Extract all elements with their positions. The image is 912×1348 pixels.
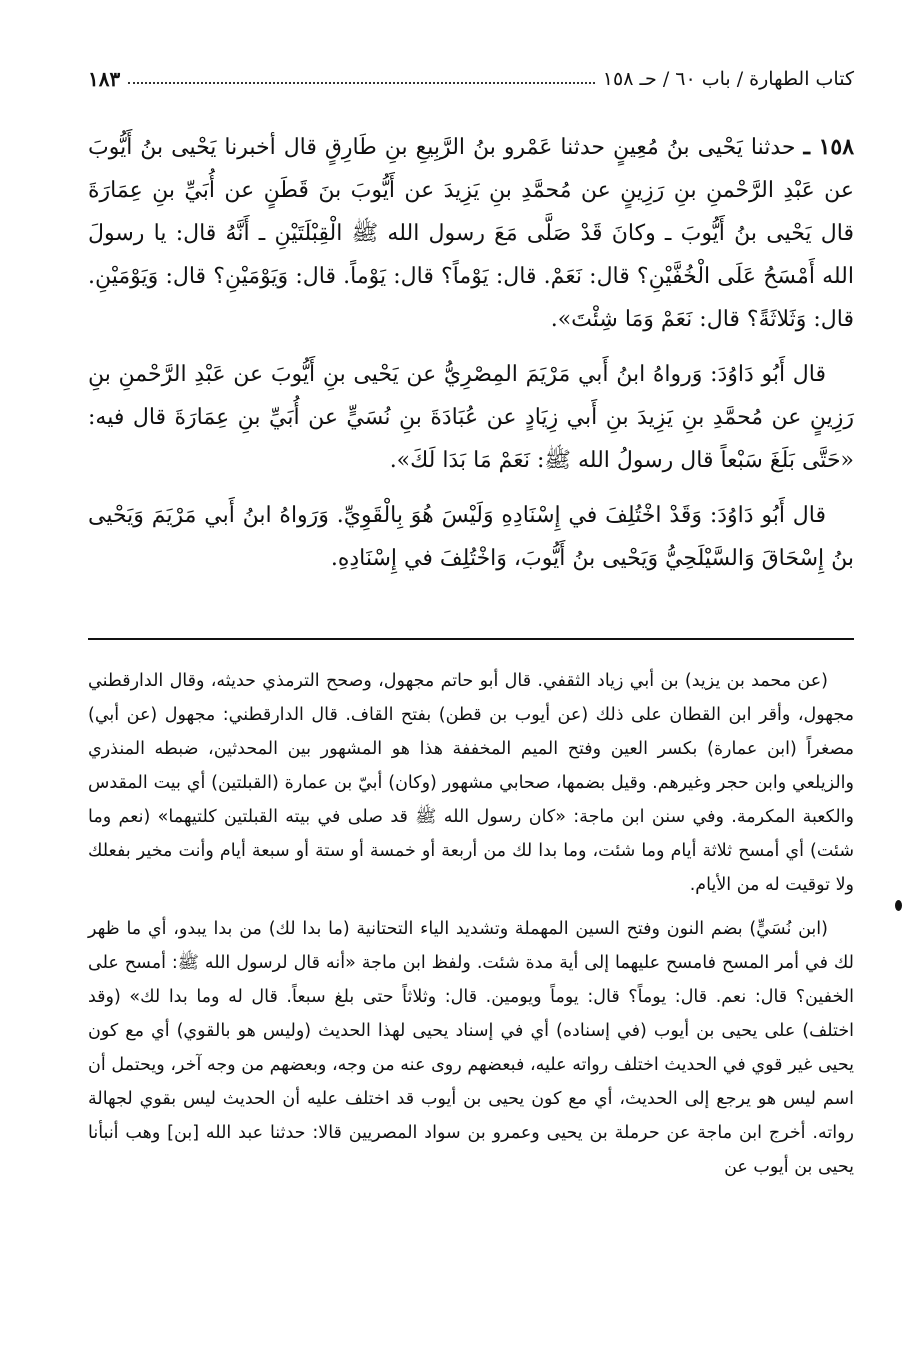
header-title: كتاب الطهارة / باب ٦٠ / حـ ١٥٨ [602,68,854,90]
hadith-text-block [88,126,854,592]
header-dotted-leader [128,82,595,84]
abu-dawud-note-1: قال أَبُو دَاوُدَ: وَرواهُ ابنُ أَبي مَرْيَمَ المِصْرِيُّ عن يَحْيى بنِ أَيُّوبَ عن عَبْدِ الرَّحْمنِ بنِ رَزِينٍ عن مُحمَّدِ بنِ يَزِيدَ بنِ أَبي زِيَادٍ عن عُبَادَةَ بنِ نُسَيٍّ عن أُبَيِّ بنِ عِمَارَةَ قال فيه: «حَتَّى بَلَغَ سَبْعاً قال رسولُ الله ﷺ: نَعَمْ مَا بَدَا لَكَ». [88,362,854,473]
running-header [88,62,854,96]
hadith-body: حدثنا يَحْيى بنُ مُعِينٍ حدثنا عَمْرو بنُ الرَّبِيعِ بنِ طَارِقٍ قال أخبرنا يَحْيى بنُ أَيُّوبَ عن عَبْدِ الرَّحْمنِ بنِ رَزِينٍ عن مُحمَّدِ بنِ يَزِيدَ عن أَيُّوبَ بنَ قَطَنٍ عن أُبَيِّ بنِ عِمَارَةَ قال يَحْيى بنُ أَيُّوبَ ـ وكانَ قَدْ صَلَّى مَعَ رسول الله ﷺ الْقِبْلَتَيْنِ ـ أَنَّهُ قال: يا رسولَ الله أَمْسَحُ عَلَى الْخُفَّيْنِ؟ قال: نَعَمْ. قال: يَوْماً؟ قال: يَوْماً. قال: وَيَوْمَيْنِ؟ قال: وَيَوْمَيْنِ. قال: وَثَلاثَةً؟ قال: نَعَمْ وَمَا شِئْتَ». [88,135,854,332]
commentary-paragraph-2: (ابن نُسَيٍّ) بضم النون وفتح السين المهملة وتشديد الياء التحتانية (ما بدا لك) من بدا يبدو، أي ما ظهر لك في أمر المسح فامسح عليهما إلى أية مدة شئت. ولفظ ابن ماجة «أنه قال لرسول الله ﷺ: أمسح على الخفين؟ قال: نعم. قال: يوماً؟ قال: يوماً ويومين. قال: وثلاثاً حتى بلغ سبعاً. قال له وما بدا لك» (وقد اختلف) على يحيى بن أيوب (في إسناده) أي في إسناد يحيى لهذا الحديث (وليس هو بالقوي) أي مع كون يحيى غير قوي في الحديث اختلف رواته عليه، فبعضهم روى عنه من وجه، وبعضهم من وجه آخر، ويحتمل أن اسم ليس هو يرجع إلى الحديث، أي مع كون يحيى بن أيوب قد اختلف عليه أن الحديث ليس بقوي لجهالة رواته. أخرج ابن ماجة عن حرملة بن يحيى وعمرو بن سواد المصريين قالا: حدثنا عبد الله [بن] وهب أنبأنا يحيى بن أيوب عن [88,919,854,1177]
abu-dawud-note-2: قال أَبُو دَاوُدَ: وَقَدْ اخْتُلِفَ في إِسْنَادِهِ وَلَيْسَ هُوَ بِالْقَوِيِّ. وَرَواهُ ابنُ أَبي مَرْيَمَ وَيَحْيى بنُ إِسْحَاقَ وَالسَّيْلَحِيُّ وَيَحْيى بنُ أَيُّوبَ، وَاخْتُلِفَ في إِسْنَادِهِ. [88,503,854,571]
commentary-block [88,664,854,1194]
page-number: ١٨٣ [88,67,121,91]
hadith-number: ١٥٨ ـ [803,134,855,160]
footnote-divider [88,638,854,640]
commentary-paragraph-1: (عن محمد بن يزيد) بن أبي زياد الثقفي. قال أبو حاتم مجهول، وصحح الترمذي حديثه، وقال الدارقطني مجهول، وأقر ابن القطان على ذلك (عن أيوب بن قطن) بفتح القاف. قال الدارقطني: مجهول (عن أبي) مصغراً (ابن عمارة) بكسر العين وفتح الميم المخففة هذا هو المشهور بين المحدثين، ضبطه المنذري والزيلعي وابن حجر وغيرهم. وقيل بضمها، صحابي مشهور (وكان) أبيّ بن عمارة (القبلتين) أي بيت المقدس والكعبة المكرمة. وفي سنن ابن ماجة: «كان رسول الله ﷺ قد صلى في بيته القبلتين كلتيهما» (نعم وما شئت) أي أمسح ثلاثة أيام وما شئت، وما بدا لك من أربعة أو خمسة أو ستة أو سبعة أيام وأنت مخير بفعلك ولا توقيت له من الأيام. [88,671,854,895]
margin-mark [895,900,902,911]
hadith-paragraph [88,126,854,341]
